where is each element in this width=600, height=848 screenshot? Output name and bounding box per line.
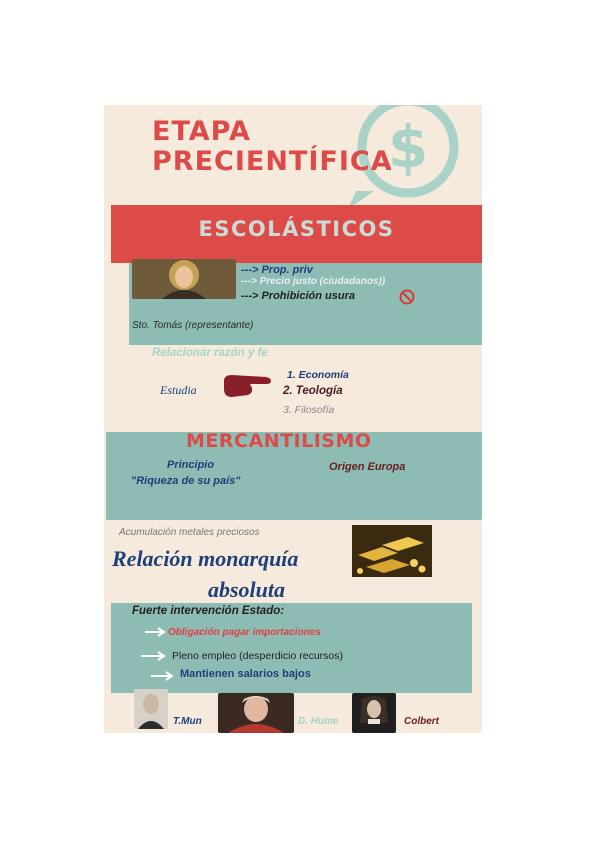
escolasticos-item-3: ---> Prohibición usura <box>241 290 355 302</box>
point-low-salaries: Mantienen salarios bajos <box>180 668 311 680</box>
representative-label: Sto. Tomás (representante) <box>132 320 254 331</box>
escolasticos-banner <box>111 205 482 263</box>
relate-reason-faith: Relacionar razón y fe <box>152 347 268 359</box>
escolasticos-item-2: ---> Precio justo (ciudadanos)) <box>241 276 386 287</box>
origin-label: Origen Europa <box>329 461 406 473</box>
point-full-employment: Pleno empleo (desperdicio recursos) <box>172 650 343 662</box>
point-import-obligation: Obligación pagar importaciones <box>168 627 321 638</box>
author-d-hume: D. Hume <box>298 716 339 727</box>
study-teologia: 2. Teología <box>283 385 343 397</box>
gold-bars-image <box>352 525 432 577</box>
svg-text:$: $ <box>387 113 429 181</box>
principle-label: Principio <box>167 459 215 471</box>
relation-line-2: absoluta <box>208 577 286 602</box>
escolasticos-heading: ESCOLÁSTICOS <box>198 217 395 241</box>
principle-quote: "Riqueza de su país" <box>131 475 241 487</box>
mercantilismo-heading: MERCANTILISMO <box>186 430 372 452</box>
study-economia: 1. Economía <box>287 369 349 381</box>
author-colbert: Colbert <box>404 716 439 727</box>
author-t-mun: T.Mun <box>173 716 202 727</box>
infographic-poster <box>104 105 482 733</box>
portrait-d-hume <box>218 693 294 733</box>
arrow-right-icon <box>140 651 168 661</box>
portrait-t-mun <box>134 689 168 729</box>
relation-line-1: Relación monarquía <box>112 546 299 571</box>
accumulation-label: Acumulación metales preciosos <box>119 527 260 538</box>
page-title <box>152 117 393 177</box>
pointing-hand-icon <box>222 371 272 401</box>
study-filosofia: 3. Filosofía <box>283 404 335 416</box>
arrow-right-icon <box>144 627 168 637</box>
arrow-right-icon <box>150 671 176 681</box>
prohibited-icon <box>399 289 415 305</box>
title-line-1: ETAPA <box>152 116 251 147</box>
title-line-2: PRECIENTÍFICA <box>152 146 393 177</box>
studies-label: Estudia <box>160 383 197 397</box>
escolasticos-item-1: ---> Prop. priv <box>241 264 313 276</box>
intervention-label: Fuerte intervención Estado: <box>132 605 285 617</box>
portrait-santo-tomas <box>132 259 236 299</box>
portrait-colbert <box>352 693 396 733</box>
